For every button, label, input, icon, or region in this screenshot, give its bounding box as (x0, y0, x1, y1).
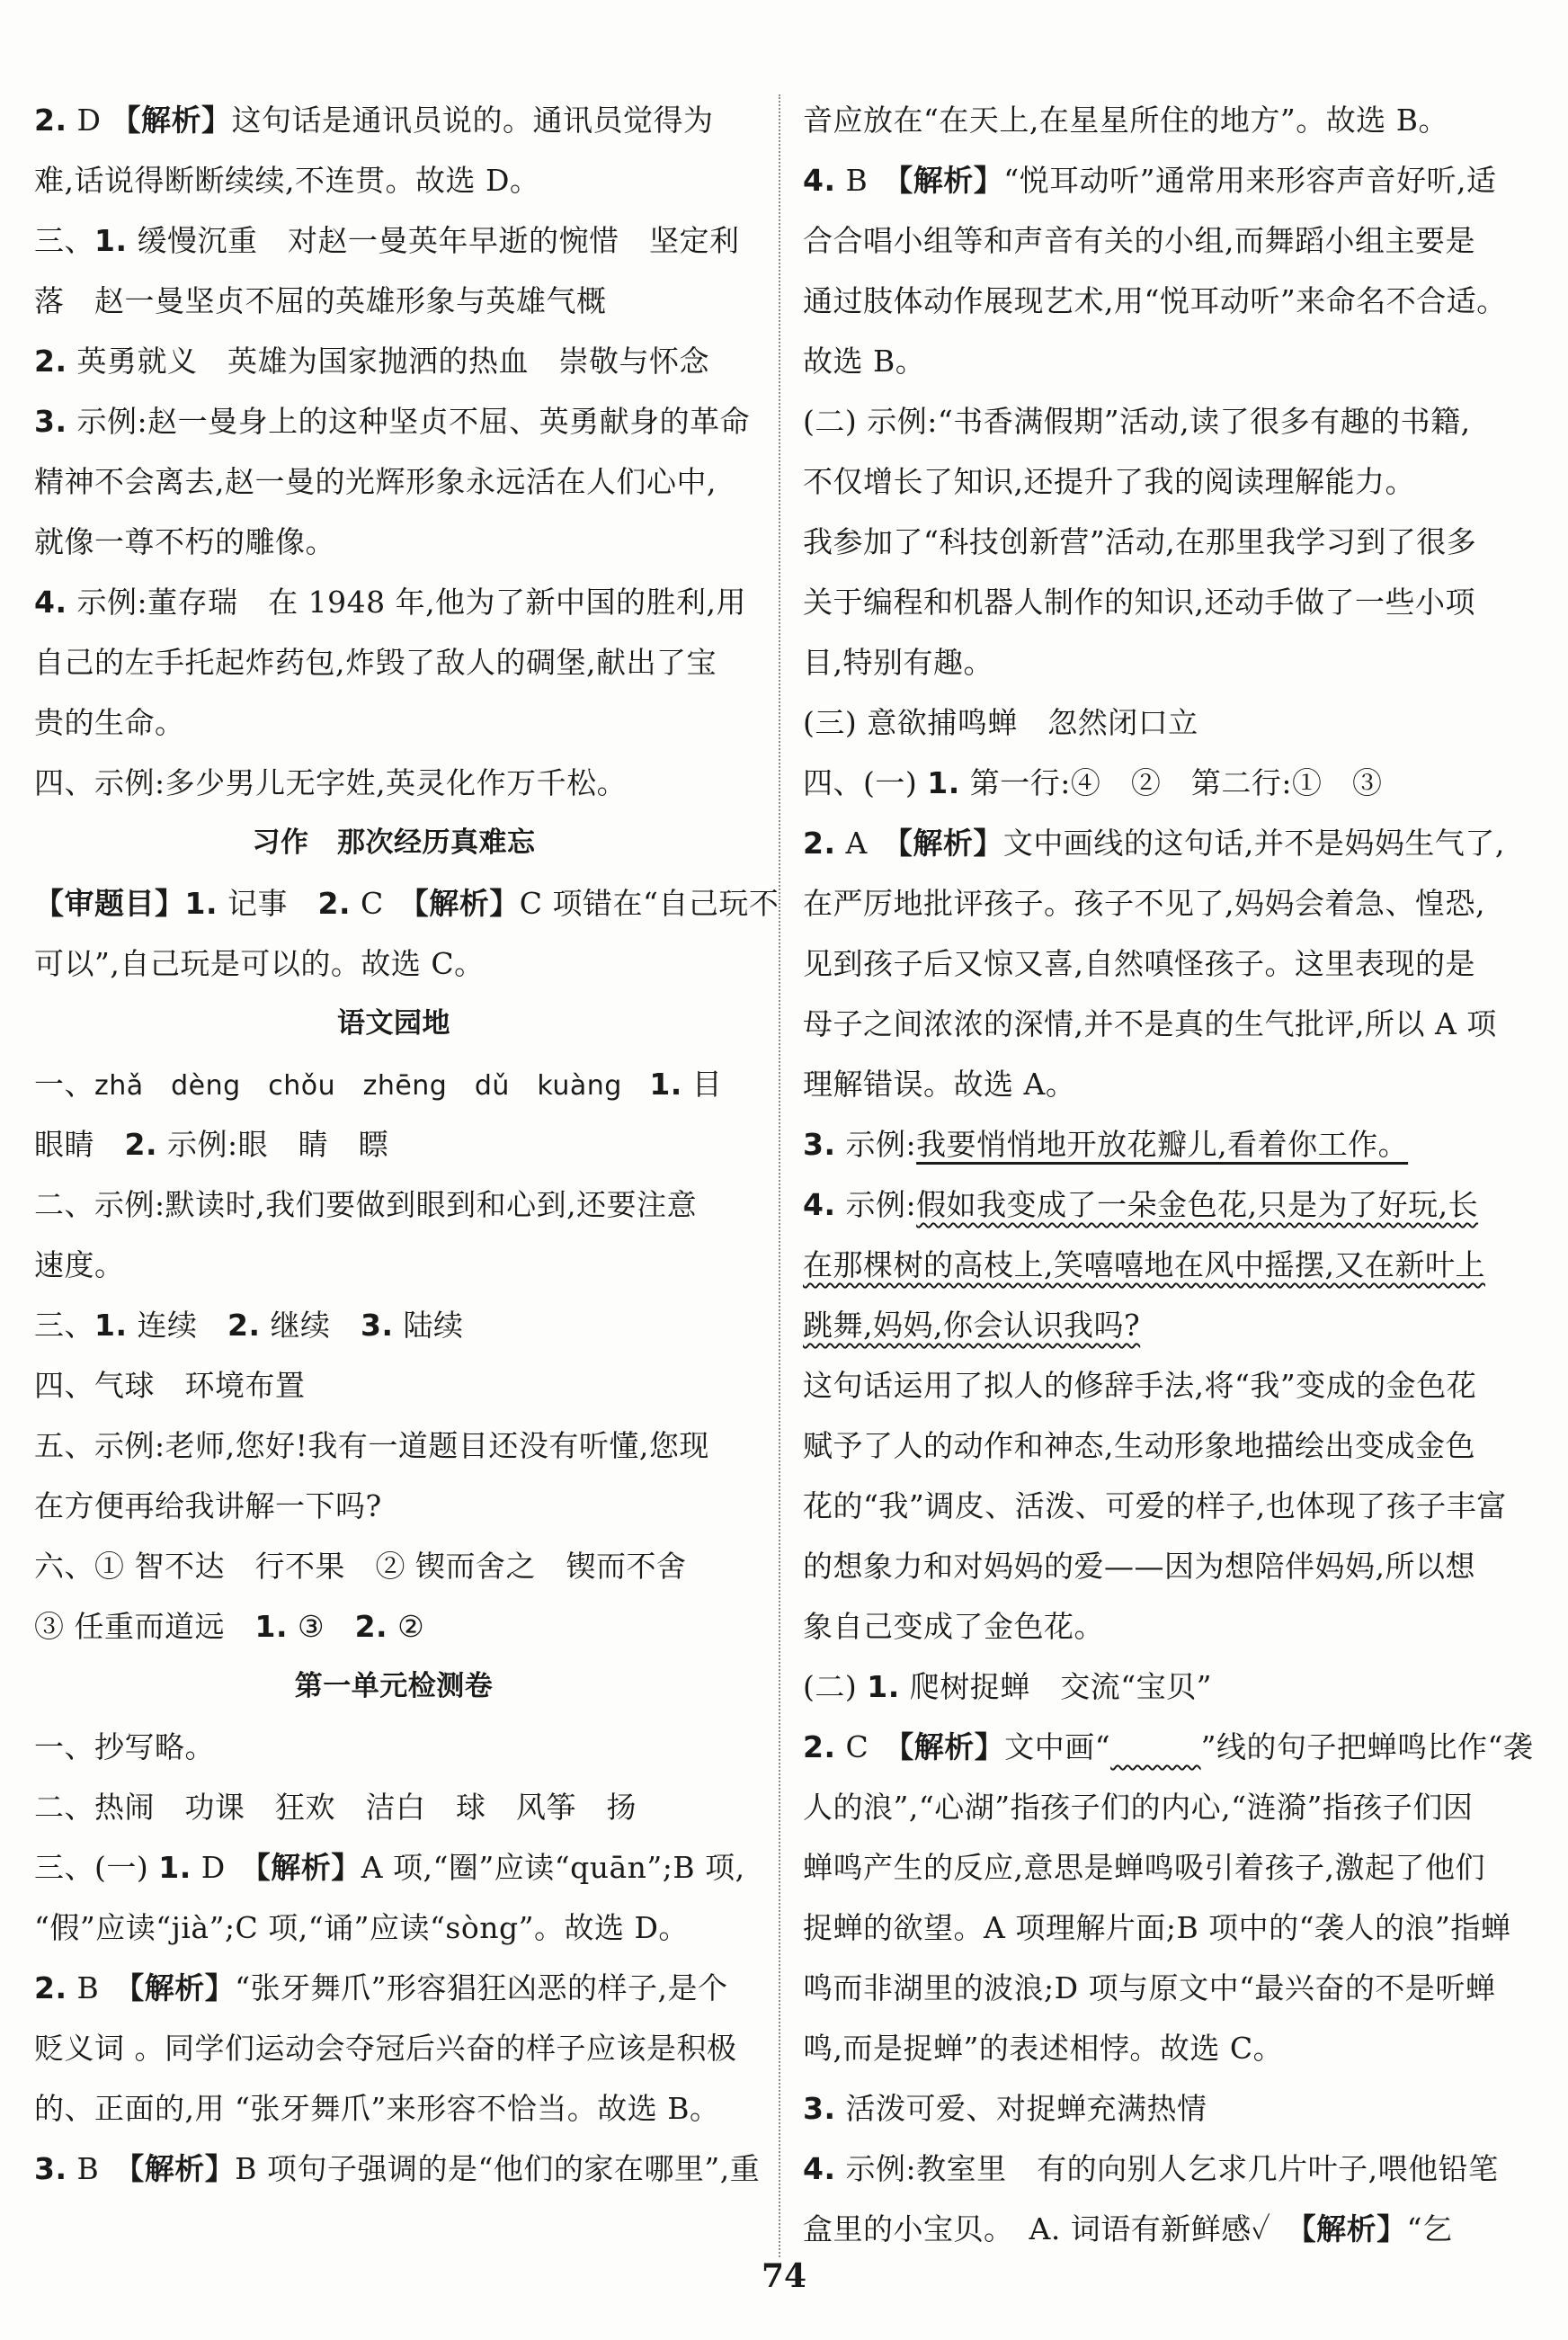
text-line: 3. 活泼可爱、对捉蝉充满热情 (803, 2091, 1207, 2126)
text-line: 这句话运用了拟人的修辞手法,将“我”变成的金色花 (803, 1368, 1477, 1403)
text-line: 二、热闹 功课 狂欢 洁白 球 风筝 扬 (34, 1790, 637, 1825)
text-line: 在严厉地批评孩子。孩子不见了,妈妈会着急、惶恐, (803, 886, 1485, 921)
text-line: 一、zhǎ dèng chǒu zhēng dǔ kuàng 1. 目 (34, 1067, 723, 1102)
text-line: “假”应读“jià”;C 项,“诵”应读“sòng”。故选 D。 (34, 1910, 689, 1945)
text-line: 2. D 【解析】这句话是通讯员说的。通讯员觉得为 (34, 103, 714, 138)
text-line: 四、(一) 1. 第一行:④ ② 第二行:① ③ (803, 765, 1383, 800)
pinyin-answers: zhǎ dèng chǒu zhēng dǔ kuàng (94, 1070, 650, 1102)
left-column (34, 90, 780, 2199)
text-line: 捉蝉的欲望。A 项理解片面;B 项中的“袭人的浪”指蝉 (803, 1910, 1511, 1945)
text-line (803, 1295, 1522, 1355)
text-line: 目,特别有趣。 (803, 645, 993, 680)
text-line: 六、① 智不达 行不果 ② 锲而舍之 锲而不舍 (34, 1549, 687, 1584)
text-line: (二) 1. 爬树捉蝉 交流“宝贝” (803, 1669, 1212, 1704)
text-line: 4. 示例:假如我变成了一朵金色花,只是为了好玩,长 (803, 1187, 1479, 1222)
column-divider (779, 94, 780, 2257)
text-line: 母子之间浓浓的深情,并不是真的生气批评,所以 A 项 (803, 1006, 1497, 1041)
text-line: 蝉鸣产生的反应,意思是蝉鸣吸引着孩子,激起了他们 (803, 1850, 1485, 1885)
text-line: 就像一尊不朽的雕像。 (34, 524, 335, 559)
text-line: 的、正面的,用 “张牙舞爪”来形容不恰当。故选 B。 (34, 2091, 720, 2126)
text-line: 鸣而非湖里的波浪;D 项与原文中“最兴奋的不是听蝉 (803, 1970, 1496, 2005)
text-line: 三、1. 连续 2. 继续 3. 陆续 (34, 1308, 464, 1343)
text-line: 自己的左手托起炸药包,炸毁了敌人的碉堡,献出了宝 (34, 645, 717, 680)
text-line: 我参加了“科技创新营”活动,在那里我学习到了很多 (803, 524, 1477, 559)
text-line: 通过肢体动作展现艺术,用“悦耳动听”来命名不合适。 (803, 283, 1507, 318)
text-line: 合合唱小组等和声音有关的小组,而舞蹈小组主要是 (803, 223, 1475, 258)
wavy-underlined-answer: 跳舞,妈妈,你会认识我吗? (803, 1308, 1141, 1343)
text-line: 眼睛 2. 示例:眼 睛 瞟 (34, 1127, 389, 1162)
text-line: 4. B 【解析】“悦耳动听”通常用来形容声音好听,适 (803, 163, 1497, 198)
text-line: 故选 B。 (803, 344, 926, 379)
wavy-underlined-answer: 假如我变成了一朵金色花,只是为了好玩,长 (916, 1187, 1479, 1222)
text-line: 3. 示例:我要悄悄地开放花瓣儿,看着你工作。 (803, 1127, 1409, 1162)
text-line: 一、抄写略。 (34, 1729, 215, 1764)
text-line: 不仅增长了知识,还提升了我的阅读理解能力。 (803, 464, 1415, 499)
text-line: ③ 任重而道远 1. ③ 2. ② (34, 1609, 425, 1644)
text-line: 象自己变成了金色花。 (803, 1609, 1104, 1644)
page-number: 74 (761, 2257, 807, 2295)
wavy-line-sample (1110, 1729, 1201, 1764)
text-line: 精神不会离去,赵一曼的光辉形象永远活在人们心中, (34, 464, 717, 499)
text-line: 贵的生命。 (34, 705, 185, 740)
text-line: 理解错误。故选 A。 (803, 1067, 1076, 1102)
text-line: 关于编程和机器人制作的知识,还动手做了一些小项 (803, 585, 1475, 620)
text-line: 盒里的小宝贝。 A. 词语有新鲜感✓ 【解析】“乞 (803, 2211, 1453, 2246)
text-line: 鸣,而是捉蝉”的表述相悖。故选 C。 (803, 2031, 1284, 2066)
section-heading: 习作 那次经历真难忘 (252, 826, 536, 859)
text-line: 2. A 【解析】文中画线的这句话,并不是妈妈生气了, (803, 826, 1505, 861)
text-line: 见到孩子后又惊又喜,自然嗔怪孩子。这里表现的是 (803, 946, 1475, 981)
text-line: 4. 示例:董存瑞 在 1948 年,他为了新中国的胜利,用 (34, 585, 747, 620)
text-line: 三、1. 缓慢沉重 对赵一曼英年早逝的惋惜 坚定利 (34, 223, 740, 258)
text-line: 在方便再给我讲解一下吗? (34, 1488, 382, 1523)
text-line: (三) 意欲捕鸣蝉 忽然闭口立 (803, 705, 1198, 740)
wavy-underlined-answer: 在那棵树的高枝上,笑嘻嘻地在风中摇摆,又在新叶上 (803, 1247, 1485, 1282)
text-line: 3. B 【解析】B 项句子强调的是“他们的家在哪里”,重 (34, 2151, 761, 2186)
text-line: 【审题目】1. 记事 2. C 【解析】C 项错在“自己玩不 (34, 886, 780, 921)
text-line: 三、(一) 1. D 【解析】A 项,“圈”应读“quān”;B 项, (34, 1850, 745, 1885)
text-line: 2. B 【解析】“张牙舞爪”形容猖狂凶恶的样子,是个 (34, 1970, 728, 2005)
text-line: 3. 示例:赵一曼身上的这种坚贞不屈、英勇献身的革命 (34, 404, 751, 439)
text-line: 人的浪”,“心湖”指孩子们的内心,“涟漪”指孩子们因 (803, 1790, 1474, 1825)
section-heading: 语文园地 (337, 1007, 450, 1040)
text-line: 速度。 (34, 1247, 125, 1282)
text-line: 花的“我”调皮、活泼、可爱的样子,也体现了孩子丰富 (803, 1488, 1507, 1523)
text-line: 落 赵一曼坚贞不屈的英雄形象与英雄气概 (34, 283, 607, 318)
text-line: 二、示例:默读时,我们要做到眼到和心到,还要注意 (34, 1187, 698, 1222)
text-line: 贬义词 。同学们运动会夺冠后兴奋的样子应该是积极 (34, 2031, 737, 2066)
text-line: 4. 示例:教室里 有的向别人乞求几片叶子,喂他铅笔 (803, 2151, 1499, 2186)
text-line: 2. C 【解析】文中画“ ”线的句子把蝉鸣比作“袭 (803, 1729, 1534, 1764)
text-line: 赋予了人的动作和神态,生动形象地描绘出变成金色 (803, 1428, 1475, 1463)
text-line: 可以”,自己玩是可以的。故选 C。 (34, 946, 485, 981)
underlined-answer: 我要悄悄地开放花瓣儿,看着你工作。 (916, 1127, 1409, 1162)
section-heading: 第一单元检测卷 (294, 1670, 494, 1702)
text-line: 难,话说得断断续续,不连贯。故选 D。 (34, 163, 540, 198)
text-line: (二) 示例:“书香满假期”活动,读了很多有趣的书籍, (803, 404, 1471, 439)
text-line: 2. 英勇就义 英雄为国家抛洒的热血 崇敬与怀念 (34, 344, 709, 379)
text-line: 四、气球 环境布置 (34, 1368, 306, 1403)
text-line (803, 1235, 1522, 1295)
text-line: 音应放在“在天上,在星星所住的地方”。故选 B。 (803, 103, 1448, 138)
text-line: 五、示例:老师,您好!我有一道题目还没有听懂,您现 (34, 1428, 709, 1463)
text-line: 的想象力和对妈妈的爱——因为想陪伴妈妈,所以想 (803, 1549, 1475, 1584)
right-column (803, 90, 1534, 2259)
text-line: 四、示例:多少男儿无字姓,英灵化作万千松。 (34, 765, 628, 800)
